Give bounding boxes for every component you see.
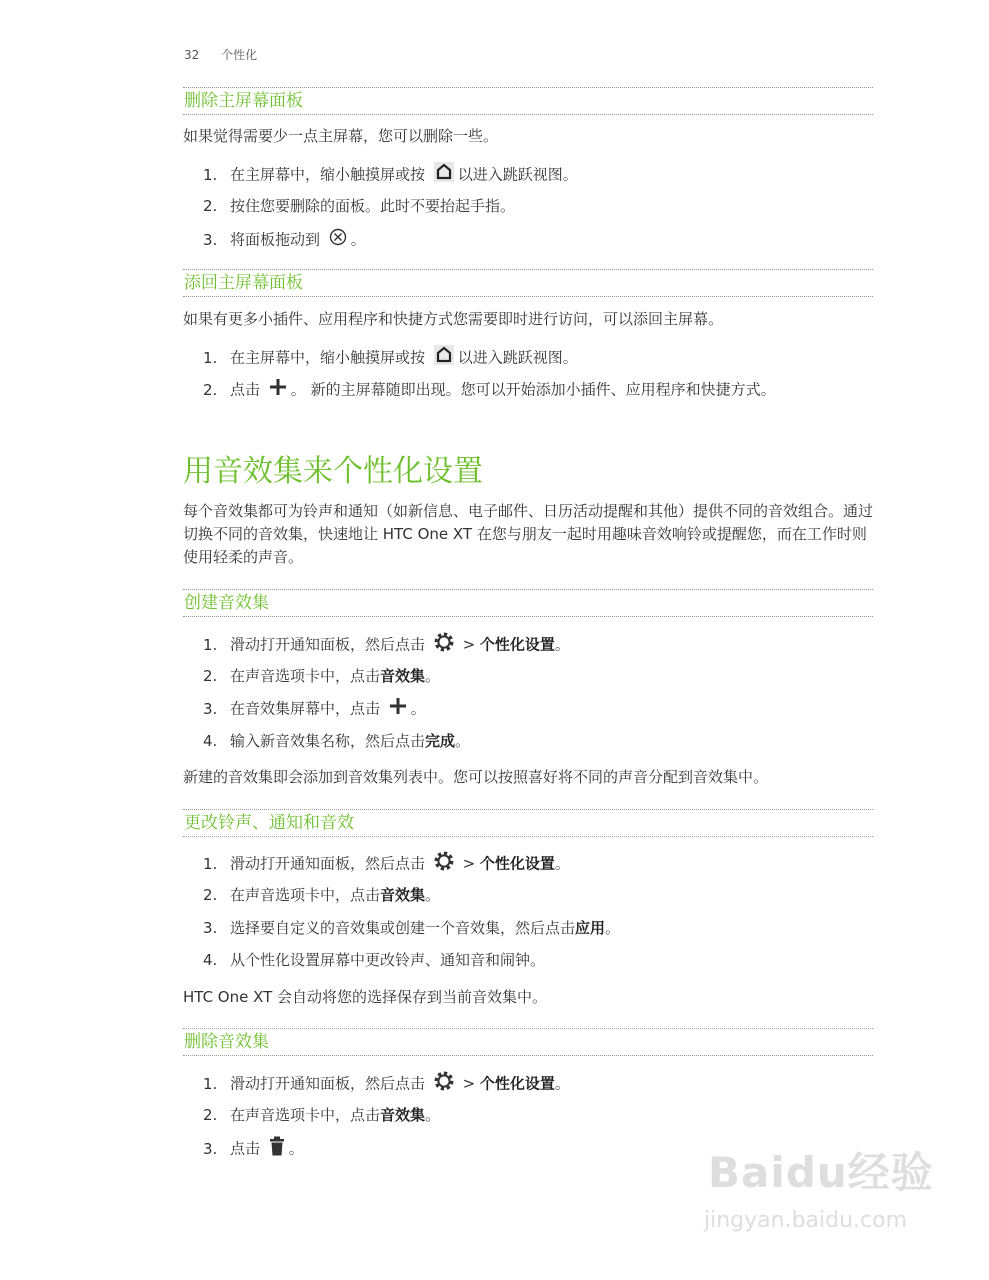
plus-icon bbox=[269, 378, 287, 402]
paragraph: 每个音效集都可为铃声和通知（如新信息、电子邮件、日历活动提醒和其他）提供不同的音效组合。通过切换不同的音效集，快速地让 HTC One XT 在您与朋友一起时用趣味音效响铃或提醒您，而在工作时则使用轻柔的声音。 bbox=[183, 502, 874, 566]
gear-icon bbox=[434, 851, 454, 877]
paragraph: HTC One XT 会自动将您的选择保存到当前音效集中。 bbox=[183, 988, 548, 1006]
section-delete-sound-set bbox=[183, 1028, 873, 1056]
section-change-sounds bbox=[183, 809, 873, 837]
section-title: 删除音效集 bbox=[183, 1028, 873, 1056]
list-item: 4. 从个性化设置屏幕中更改铃声、通知音和闹钟。 bbox=[203, 951, 546, 969]
list-item: 1. 滑动打开通知面板，然后点击 > 个性化设置。 bbox=[203, 632, 570, 654]
watermark-url: jingyan.baidu.com bbox=[704, 1208, 908, 1233]
section-delete-panel bbox=[183, 87, 873, 115]
page-header bbox=[184, 46, 275, 63]
list-item: 3. 将面板拖动到 。 bbox=[203, 228, 366, 250]
remove-circle-icon bbox=[329, 228, 347, 252]
home-icon bbox=[434, 345, 454, 371]
list-item: 3. 选择要自定义的音效集或创建一个音效集，然后点击应用。 bbox=[203, 919, 621, 937]
chapter-heading: 用音效集来个性化设置 bbox=[183, 454, 483, 489]
section-title: 创建音效集 bbox=[183, 589, 873, 617]
list-item: 1. 滑动打开通知面板，然后点击 > 个性化设置。 bbox=[203, 1071, 570, 1093]
gear-icon bbox=[434, 632, 454, 658]
list-item: 2. 点击 。 新的主屏幕随即出现。您可以开始添加小插件、应用程序和快捷方式。 bbox=[203, 378, 776, 400]
paragraph: 新建的音效集即会添加到音效集列表中。您可以按照喜好将不同的声音分配到音效集中。 bbox=[183, 768, 769, 786]
list-item: 1. 在主屏幕中，缩小触摸屏或按 以进入跳跃视图。 bbox=[203, 345, 578, 367]
list-item: 2. 按住您要删除的面板。此时不要抬起手指。 bbox=[203, 197, 516, 215]
list-item: 1. 在主屏幕中，缩小触摸屏或按 以进入跳跃视图。 bbox=[203, 162, 578, 184]
section-title: 添回主屏幕面板 bbox=[183, 269, 873, 297]
trash-icon bbox=[269, 1136, 285, 1162]
list-item: 3. 在音效集屏幕中，点击 。 bbox=[203, 697, 426, 719]
home-icon bbox=[434, 162, 454, 188]
watermark bbox=[690, 1130, 940, 1250]
list-item: 1. 滑动打开通知面板，然后点击 > 个性化设置。 bbox=[203, 851, 570, 873]
section-title: 删除主屏幕面板 bbox=[183, 87, 873, 115]
paragraph: 如果觉得需要少一点主屏幕，您可以删除一些。 bbox=[183, 127, 499, 145]
section-create-sound-set bbox=[183, 589, 873, 617]
paragraph: 如果有更多小插件、应用程序和快捷方式您需要即时进行访问，可以添回主屏幕。 bbox=[183, 310, 724, 328]
chapter-title: 个性化 bbox=[221, 48, 258, 62]
list-item: 2. 在声音选项卡中，点击音效集。 bbox=[203, 886, 441, 904]
section-title: 更改铃声、通知和音效 bbox=[183, 809, 873, 837]
gear-icon bbox=[434, 1071, 454, 1097]
list-item: 2. 在声音选项卡中，点击音效集。 bbox=[203, 1106, 441, 1124]
watermark-logo: Baidu经验 bbox=[708, 1148, 934, 1197]
list-item: 2. 在声音选项卡中，点击音效集。 bbox=[203, 667, 441, 685]
section-add-panel bbox=[183, 269, 873, 297]
page-number: 32 bbox=[184, 48, 200, 62]
list-item: 4. 输入新音效集名称，然后点击完成。 bbox=[203, 732, 471, 750]
list-item: 3. 点击 。 bbox=[203, 1136, 304, 1158]
plus-icon bbox=[389, 697, 407, 721]
